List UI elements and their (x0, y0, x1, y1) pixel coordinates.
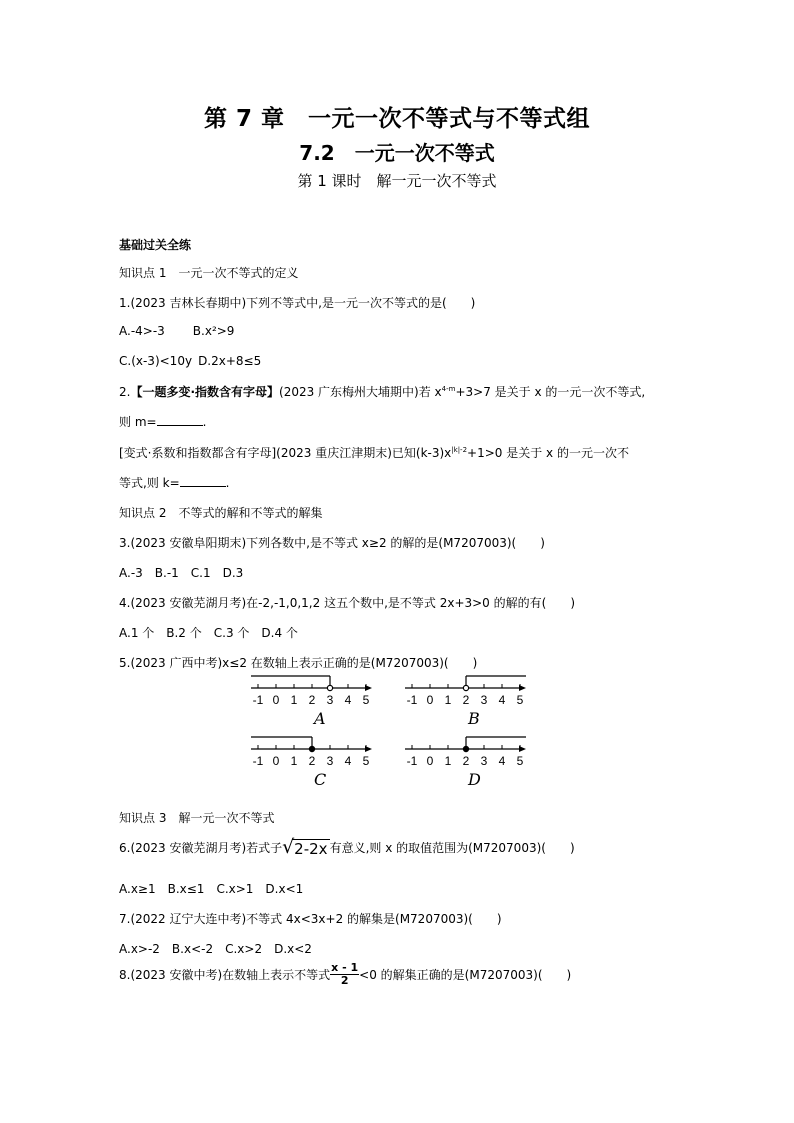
question-8: 8.(2023 安徽中考)在数轴上表示不等式 $\frac{x - 1}{2}$ <0 的解集正确的是(M7207003)( ) (119, 961, 572, 987)
tick-label: 4 (498, 693, 506, 707)
number-line-a-svg (248, 672, 376, 710)
tick-label: 5 (362, 754, 370, 768)
question-2-variant-line2: 等式,则 k= . (119, 476, 230, 490)
question-3: 3.(2023 安徽阜阳期末)下列各数中,是不等式 x≥2 的解的是(M7207003)( ) (119, 536, 545, 550)
practice-title: 基础过关全练 (119, 238, 192, 252)
question-3-options: A.-3 B.-1 C.1 D.3 (119, 566, 244, 580)
tick-label: 5 (362, 693, 370, 707)
option-label-c: C (314, 770, 327, 789)
number-line-a (248, 672, 376, 710)
tick-label: 3 (480, 754, 488, 768)
tick-label: 2 (462, 693, 470, 707)
option-label-b: B (468, 709, 480, 728)
tick-label: 2 (308, 754, 316, 768)
question-1-options-row2 (119, 354, 261, 368)
number-line-c (248, 733, 376, 771)
tick-label: 4 (344, 754, 352, 768)
knowledge-point-2: 知识点 2 不等式的解和不等式的解集 (119, 506, 323, 520)
option-label-a: A (314, 709, 326, 728)
tick-label: 4 (498, 754, 506, 768)
question-2: 2.【一题多变·指数含有字母】(2023 广东梅州大埔期中)若 $x^{4-m}+3>7$ 是关于 x 的一元一次不等式, (119, 385, 646, 399)
tick-label: 5 (516, 693, 524, 707)
tick-label: 0 (272, 754, 280, 768)
tick-label: 1 (290, 754, 298, 768)
knowledge-point-3: 知识点 3 解一元一次不等式 (119, 811, 275, 825)
question-6-options: A.x≥1 B.x≤1 C.x>1 D.x<1 (119, 882, 304, 896)
question-2-tag: 【一题多变·指数含有字母】 (130, 385, 280, 399)
tick-label: 4 (344, 693, 352, 707)
tick-label: -1 (406, 693, 418, 707)
number-line-c-svg (248, 733, 376, 771)
q1-option-a: A.-4>-3 (119, 324, 165, 338)
question-7: 7.(2022 辽宁大连中考)不等式 4x<3x+2 的解集是(M7207003)( ) (119, 912, 502, 926)
tick-label: 1 (290, 693, 298, 707)
number-line-b (402, 672, 530, 710)
tick-label: -1 (252, 693, 264, 707)
tick-label: 0 (426, 754, 434, 768)
section-title: 7.2 一元一次不等式 (299, 141, 495, 165)
answer-blank[interactable] (157, 415, 203, 426)
lesson-title: 第 1 课时 解一元一次不等式 (297, 172, 497, 190)
question-4: 4.(2023 安徽芜湖月考)在-2,-1,0,1,2 这五个数中,是不等式 2x+3>0 的解的有( ) (119, 596, 575, 610)
number-line-b-svg (402, 672, 530, 710)
q1-option-d: D.2x+8≤5 (198, 354, 262, 368)
tick-label: 3 (326, 754, 334, 768)
tick-label: 2 (308, 693, 316, 707)
q1-option-c: C.(x-3)<10y (119, 354, 193, 368)
tick-label: 0 (426, 693, 434, 707)
tick-label: -1 (252, 754, 264, 768)
question-2-variant: [变式·系数和指数都含有字母](2023 重庆江津期末)已知$(k-3)x^{|k|-2}+1>0$ 是关于 x 的一元一次不 (119, 446, 629, 460)
tick-label: -1 (406, 754, 418, 768)
tick-label: 1 (444, 754, 452, 768)
tick-label: 2 (462, 754, 470, 768)
number-line-d (402, 733, 530, 771)
question-6: 6.(2023 安徽芜湖月考)若式子 √ 2-2x 有意义,则 x 的取值范围为(M7207003)( ) (119, 836, 575, 858)
question-1-options-row1 (119, 324, 234, 338)
square-root-expression: √ 2-2x (282, 836, 328, 858)
tick-label: 1 (444, 693, 452, 707)
answer-blank[interactable] (180, 476, 226, 487)
tick-label: 3 (480, 693, 488, 707)
tick-label: 5 (516, 754, 524, 768)
tick-label: 3 (326, 693, 334, 707)
chapter-title: 第 7 章 一元一次不等式与不等式组 (203, 106, 591, 132)
question-4-options: A.1 个 B.2 个 C.3 个 D.4 个 (119, 626, 298, 640)
number-line-d-svg (402, 733, 530, 771)
question-7-options: A.x>-2 B.x<-2 C.x>2 D.x<2 (119, 942, 312, 956)
knowledge-point-1: 知识点 1 一元一次不等式的定义 (119, 266, 299, 280)
question-5: 5.(2023 广西中考)x≤2 在数轴上表示正确的是(M7207003)( ) (119, 656, 478, 670)
option-label-d: D (468, 770, 481, 789)
question-1: 1.(2023 吉林长春期中)下列不等式中,是一元一次不等式的是( ) (119, 296, 476, 310)
q1-option-b: B.x²>9 (192, 324, 235, 338)
tick-label: 0 (272, 693, 280, 707)
question-2-line2: 则 m= . (119, 415, 207, 429)
fraction: $\frac{x - 1}{2}$ (331, 961, 359, 987)
